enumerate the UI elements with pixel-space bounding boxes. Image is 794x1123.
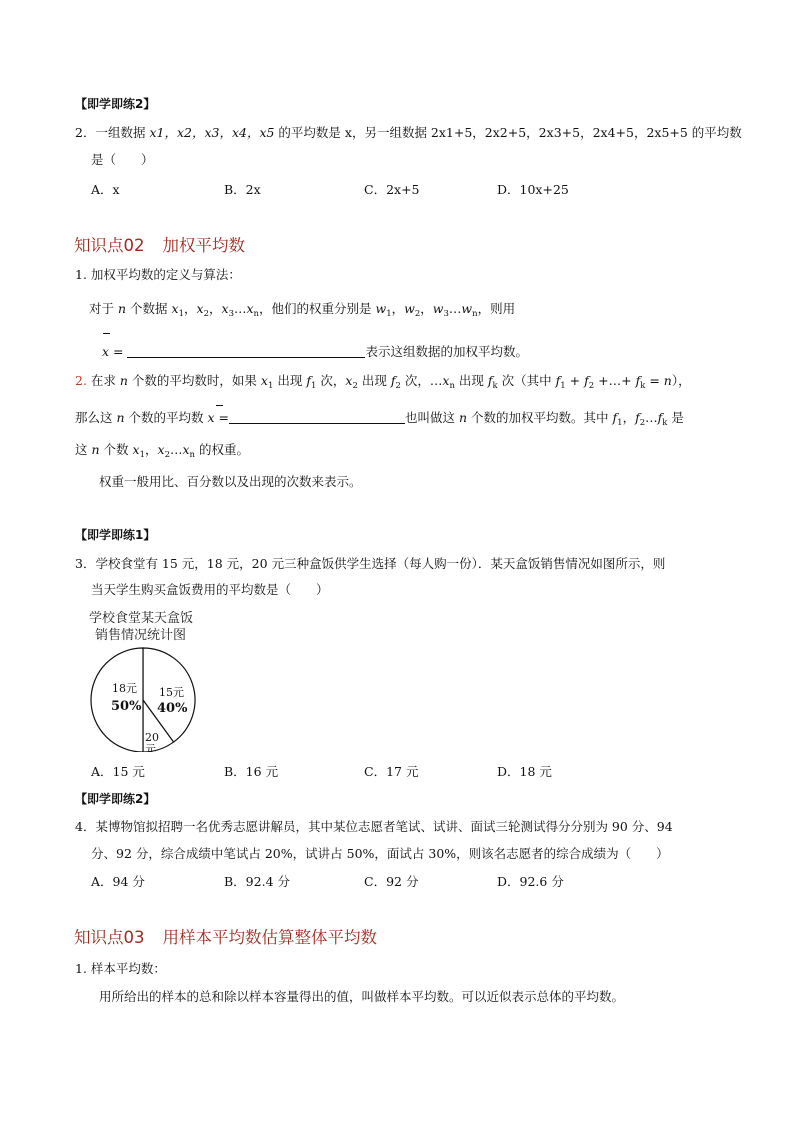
option-c[interactable]: C．2x+5	[364, 182, 420, 197]
answer-blank-2[interactable]	[229, 410, 405, 424]
section2-item2-line3: 这 n 个数 $x_1$，$x_2\dots x_n$ 的权重。	[75, 442, 250, 460]
option-d[interactable]: D．10x+25	[497, 182, 569, 197]
section3-body: 用所给出的样本的总和除以样本容量得出的值，叫做样本平均数。可以近似表示总体的平均数。	[99, 989, 625, 1004]
option-a[interactable]: A．15 元	[91, 764, 145, 779]
section2-item2-line1: 2. 在求 n 个数的平均数时，如果 $x_1$ 出现 $f_1$ 次，$x_2$ 出现 $f_2$ 次，$\dots x_n$ 出现 $f_k$ 次（其中 $f_1 + f_2$ +…+ $f_k = n$），	[75, 373, 691, 391]
xbar-overline	[103, 333, 110, 334]
section2-item1: 1. 加权平均数的定义与算法：	[75, 267, 241, 282]
question-3-line2: 当天学生购买盒饭费用的平均数是（ ）	[91, 582, 329, 597]
section2-item2-line2: 那么这 n 个数的平均数 x = 也叫做这 n 个数的加权平均数。其中 $f_1$，$f_2\dots f_k$ 是	[75, 410, 684, 428]
xbar-overline-2	[216, 405, 223, 406]
section2-note: 权重一般用比、百分数以及出现的次数来表示。	[99, 474, 362, 489]
option-c[interactable]: C．92 分	[364, 874, 419, 889]
pie-label-18-0: 18元	[112, 682, 137, 695]
option-d[interactable]: D．92.6 分	[497, 874, 564, 889]
section3-item1: 1. 样本平均数：	[75, 961, 166, 976]
option-a[interactable]: A．94 分	[91, 874, 145, 889]
practice-tag-3: 【即学即练2】	[75, 792, 156, 806]
pie-chart-svg	[85, 604, 225, 752]
pie-chart	[85, 604, 225, 752]
question-2-line1: 2．一组数据 x1，x2，x3，x4，x5 的平均数是 x，另一组数据 2x1+5，2x2+5，2x3+5，2x4+5，2x5+5 的平均数	[75, 125, 742, 140]
option-c[interactable]: C．17 元	[364, 764, 419, 779]
weighted-definition-line: 对于 n 个数据 $x_1$，$x_2$，$x_3\dots x_n$，他们的权重分别是 $w_1$，$w_2$，$w_3\dots w_n$，则用	[89, 301, 516, 319]
option-b[interactable]: B．16 元	[224, 764, 279, 779]
pie-label-15-1: 40%	[157, 701, 188, 716]
option-a[interactable]: A．x	[91, 182, 120, 197]
option-b[interactable]: B．2x	[224, 182, 261, 197]
option-b[interactable]: B．92.4 分	[224, 874, 290, 889]
section-heading-2: 知识点02 加权平均数	[74, 236, 245, 255]
question-3-line1: 3．学校食堂有 15 元，18 元，20 元三种盒饭供学生选择（每人购一份）．某天盒饭销售情况如图所示，则	[75, 556, 666, 571]
section-heading-3: 知识点03 用样本平均数估算整体平均数	[74, 928, 377, 947]
practice-tag: 【即学即练2】	[75, 97, 156, 111]
practice-tag-2: 【即学即练1】	[75, 528, 156, 542]
question-4-line2: 分、92 分，综合成绩中笔试占 20%，试讲占 50%，面试占 30%，则该名志愿者的综合成绩为（ ）	[91, 846, 669, 861]
pie-label-15-0: 15元	[159, 686, 184, 699]
pie-label-18-1: 50%	[111, 699, 142, 714]
chart-title-line1: 学校食堂某天盒饭	[89, 611, 194, 626]
option-d[interactable]: D．18 元	[497, 764, 552, 779]
chart-title-line2: 销售情况统计图	[95, 628, 187, 643]
weighted-formula-line: x = 表示这组数据的加权平均数。	[102, 344, 528, 359]
pie-label-20-1: 元	[145, 743, 156, 752]
question-2-line2: 是（ ）	[91, 152, 154, 167]
pie-label-20-0: 20	[145, 731, 159, 744]
question-4-line1: 4．某博物馆拟招聘一名优秀志愿讲解员，其中某位志愿者笔试、试讲、面试三轮测试得分分别为 90 分、94	[75, 819, 673, 834]
answer-blank[interactable]	[127, 344, 365, 358]
